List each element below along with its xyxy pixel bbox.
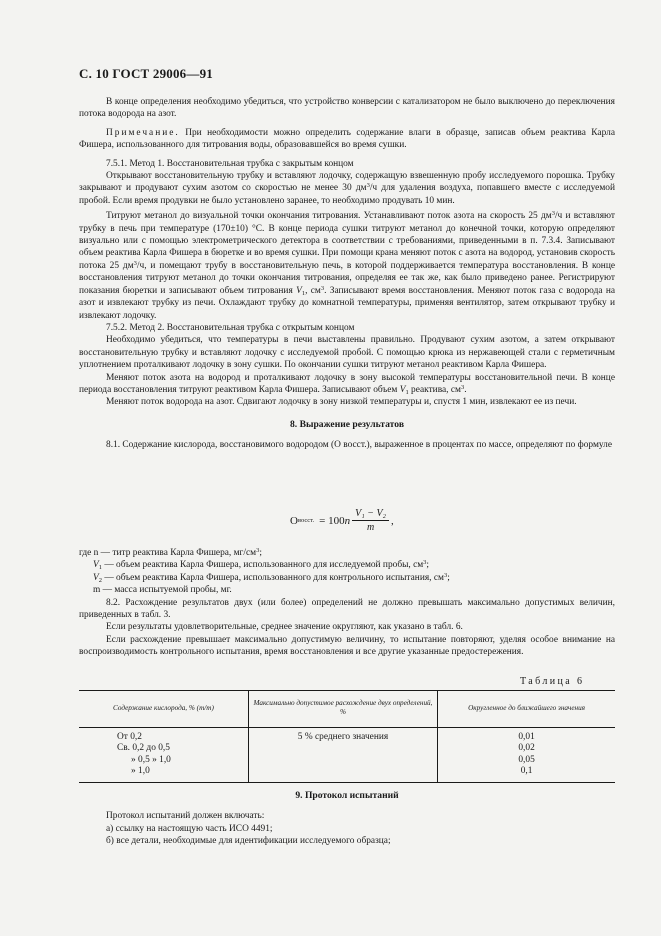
body-block-2 <box>79 547 615 659</box>
table-cell: От 0,2 <box>117 732 142 742</box>
paragraph: 8.1. Содержание кислорода, восстановимого водородом (О восст.), выраженное в процентах по массе, определяют по формуле <box>106 440 612 451</box>
table-cell: 0,1 <box>438 766 615 782</box>
list-item: а) ссылку на настоящую часть ИСО 4491; <box>106 823 273 834</box>
where-v1: $V_1$ — объем реактива Карла Фишера, использованного для исследуемой пробы, $см^3$; <box>93 559 430 572</box>
table-cell: Св. 0,2 до 0,5 <box>117 743 170 754</box>
body-block-3 <box>79 790 615 848</box>
note-text: При необходимости можно определить содержание влаги в образце, записав объем реактива Карла Фишера, использованного для титрования воды, образовавшейся во время сушки. <box>79 127 615 151</box>
fraction-numerator: V₁ − V₂ <box>352 508 389 521</box>
paragraph: 8.2. Расхождение результатов двух (или более) определений не должно превышать максимально допустимых величин, приведенных в табл. 3. <box>79 597 615 621</box>
note-paragraph <box>79 127 615 152</box>
oxygen-formula: O восст. = 100 n $\frac{\text{V₁ − V₂}}{m}$ , <box>290 508 394 533</box>
list-item: б) все детали, необходимые для идентификации исследуемого образца; <box>106 836 391 847</box>
table-cell <box>248 743 437 754</box>
paragraph: Необходимо убедиться, что температуры в печи выставлены правильно. Продувают сухим азотом, а затем открывают восстановительную трубку и вставляют лодочку с исследуемой пробой. С помощью крюка из нержавеющей стали с герметичным уплотнением проталкивают лодочку в зону сушки. По окончании сушки титруют метанол реактивом Карла Фишера. <box>79 335 615 371</box>
where-m: m — масса испытуемой пробы, мг. <box>93 585 232 596</box>
fraction-denominator: m <box>366 522 375 533</box>
section-9-heading: 9. Протокол испытаний <box>295 790 399 801</box>
paragraph: Меняют поток азота на водород и проталкивают лодочку в зону высокой температуры восстановительной печи. В конце периода восстановления титруют реактивом Карла Фишера. Записывают объем $V_1$ реактива, $см^3$. <box>79 372 615 396</box>
column-header: Максимально допустимое расхождение двух определений, % <box>248 691 437 728</box>
section-7-5-2-title: 7.5.2. Метод 2. Восстановительная трубка с открытым концом <box>106 322 355 333</box>
section-8-heading: 8. Выражение результатов <box>289 418 404 430</box>
table-cell: 0,01 <box>438 728 615 744</box>
table-cell: » 0,5 » 1,0 <box>131 754 171 765</box>
where-n: где n — титр реактива Карла Фишера, $мг/см^3$; <box>79 547 262 558</box>
table-header-row <box>79 691 615 728</box>
paragraph: Меняют поток водорода на азот. Сдвигают лодочку в зону низкой температуры и, спустя 1 мин, извлекают ее из печи. <box>106 397 577 408</box>
page-header: С. 10 ГОСТ 29006—91 <box>79 66 213 81</box>
column-header: Содержание кислорода, % (m/m) <box>79 691 248 728</box>
body-block-1 <box>79 96 615 452</box>
paragraph: В конце определения необходимо убедиться, что устройство конверсии с катализатором не было выключено до переключения потока водорода на азот. <box>79 97 615 120</box>
section-7-5-1-title: 7.5.1. Метод 1. Восстановительная трубка с закрытым концом <box>106 158 354 169</box>
paragraph: Если расхождение превышает максимально допустимую величину, то испытание повторяют, уделяя особое внимание на воспроизводимость контрольного испытания, время восстановления и все другие указанные предостережения. <box>79 634 615 658</box>
table-row <box>79 743 615 754</box>
formula-fraction <box>352 508 389 533</box>
table-cell <box>248 755 437 766</box>
paragraph: Открывают восстановительную трубку и вставляют лодочку, содержащую взвешенную пробу исследуемого порошка. Трубку закрывают и продувают сухим азотом со скоростью не менее 30 $дм^3/ч$ для удаления воздуха, попавшего вместе с исследуемой пробой. Если время продувки не было установлено заранее, то необходимо продувать 10 мин. <box>79 171 615 206</box>
table-cell <box>248 766 437 782</box>
paragraph: Титруют метанол до визуальной точки окончания титрования. Устанавливают поток азота на скорость 25 $дм^3/ч$ и вставляют трубку в печь при температуре (170±10) °С. В конце периода сушки титруют метанол до конечной точки, которую определяют визуально или с помощью электрометрического детектора в соответствии с требованиями, приведенными в п. 7.3.4. Записывают объем реактива Карла Фишера в бюретке и во время сушки. При помощи крана меняют поток с азота на водород, установив скорость потока 25 $дм^3/ч$, и помещают трубу в восстановительную печь, в которой поддерживается температура восстановления. В конце восстановления титруют метанол до точки окончания титрования, определяя ее так же, как было приведено ранее. Регистрируют показания бюретки и записывают объем титрования $V_1$, $см^3$. Записывают время восстановления. Меняют поток газа с водорода на азот и извлекают трубку из печи. Охлаждают трубку до комнатной температуры, применяя вентилятор, затем открывают трубку и извлекают лодочку. <box>79 210 615 321</box>
paragraph: Протокол испытаний должен включать: <box>106 811 265 822</box>
column-header: Округленное до ближайшего значения <box>438 691 615 728</box>
table-caption: Таблица 6 <box>520 676 585 687</box>
table-row <box>79 766 615 782</box>
table-row <box>79 755 615 766</box>
table-cell: 5 % среднего значения <box>248 728 437 744</box>
where-v2: $V_2$ — объем реактива Карла Фишера, использованного для контрольного испытания, $см^3$; <box>93 571 450 584</box>
table-cell: 0,05 <box>438 755 615 766</box>
table-cell: 0,02 <box>438 743 615 754</box>
table-cell: » 1,0 <box>131 766 150 777</box>
paragraph: Если результаты удовлетворительные, среднее значение округляют, как указано в табл. 6. <box>106 622 463 633</box>
table-row <box>79 728 615 744</box>
table-6 <box>79 690 615 783</box>
note-label: Примечание. <box>106 127 180 138</box>
